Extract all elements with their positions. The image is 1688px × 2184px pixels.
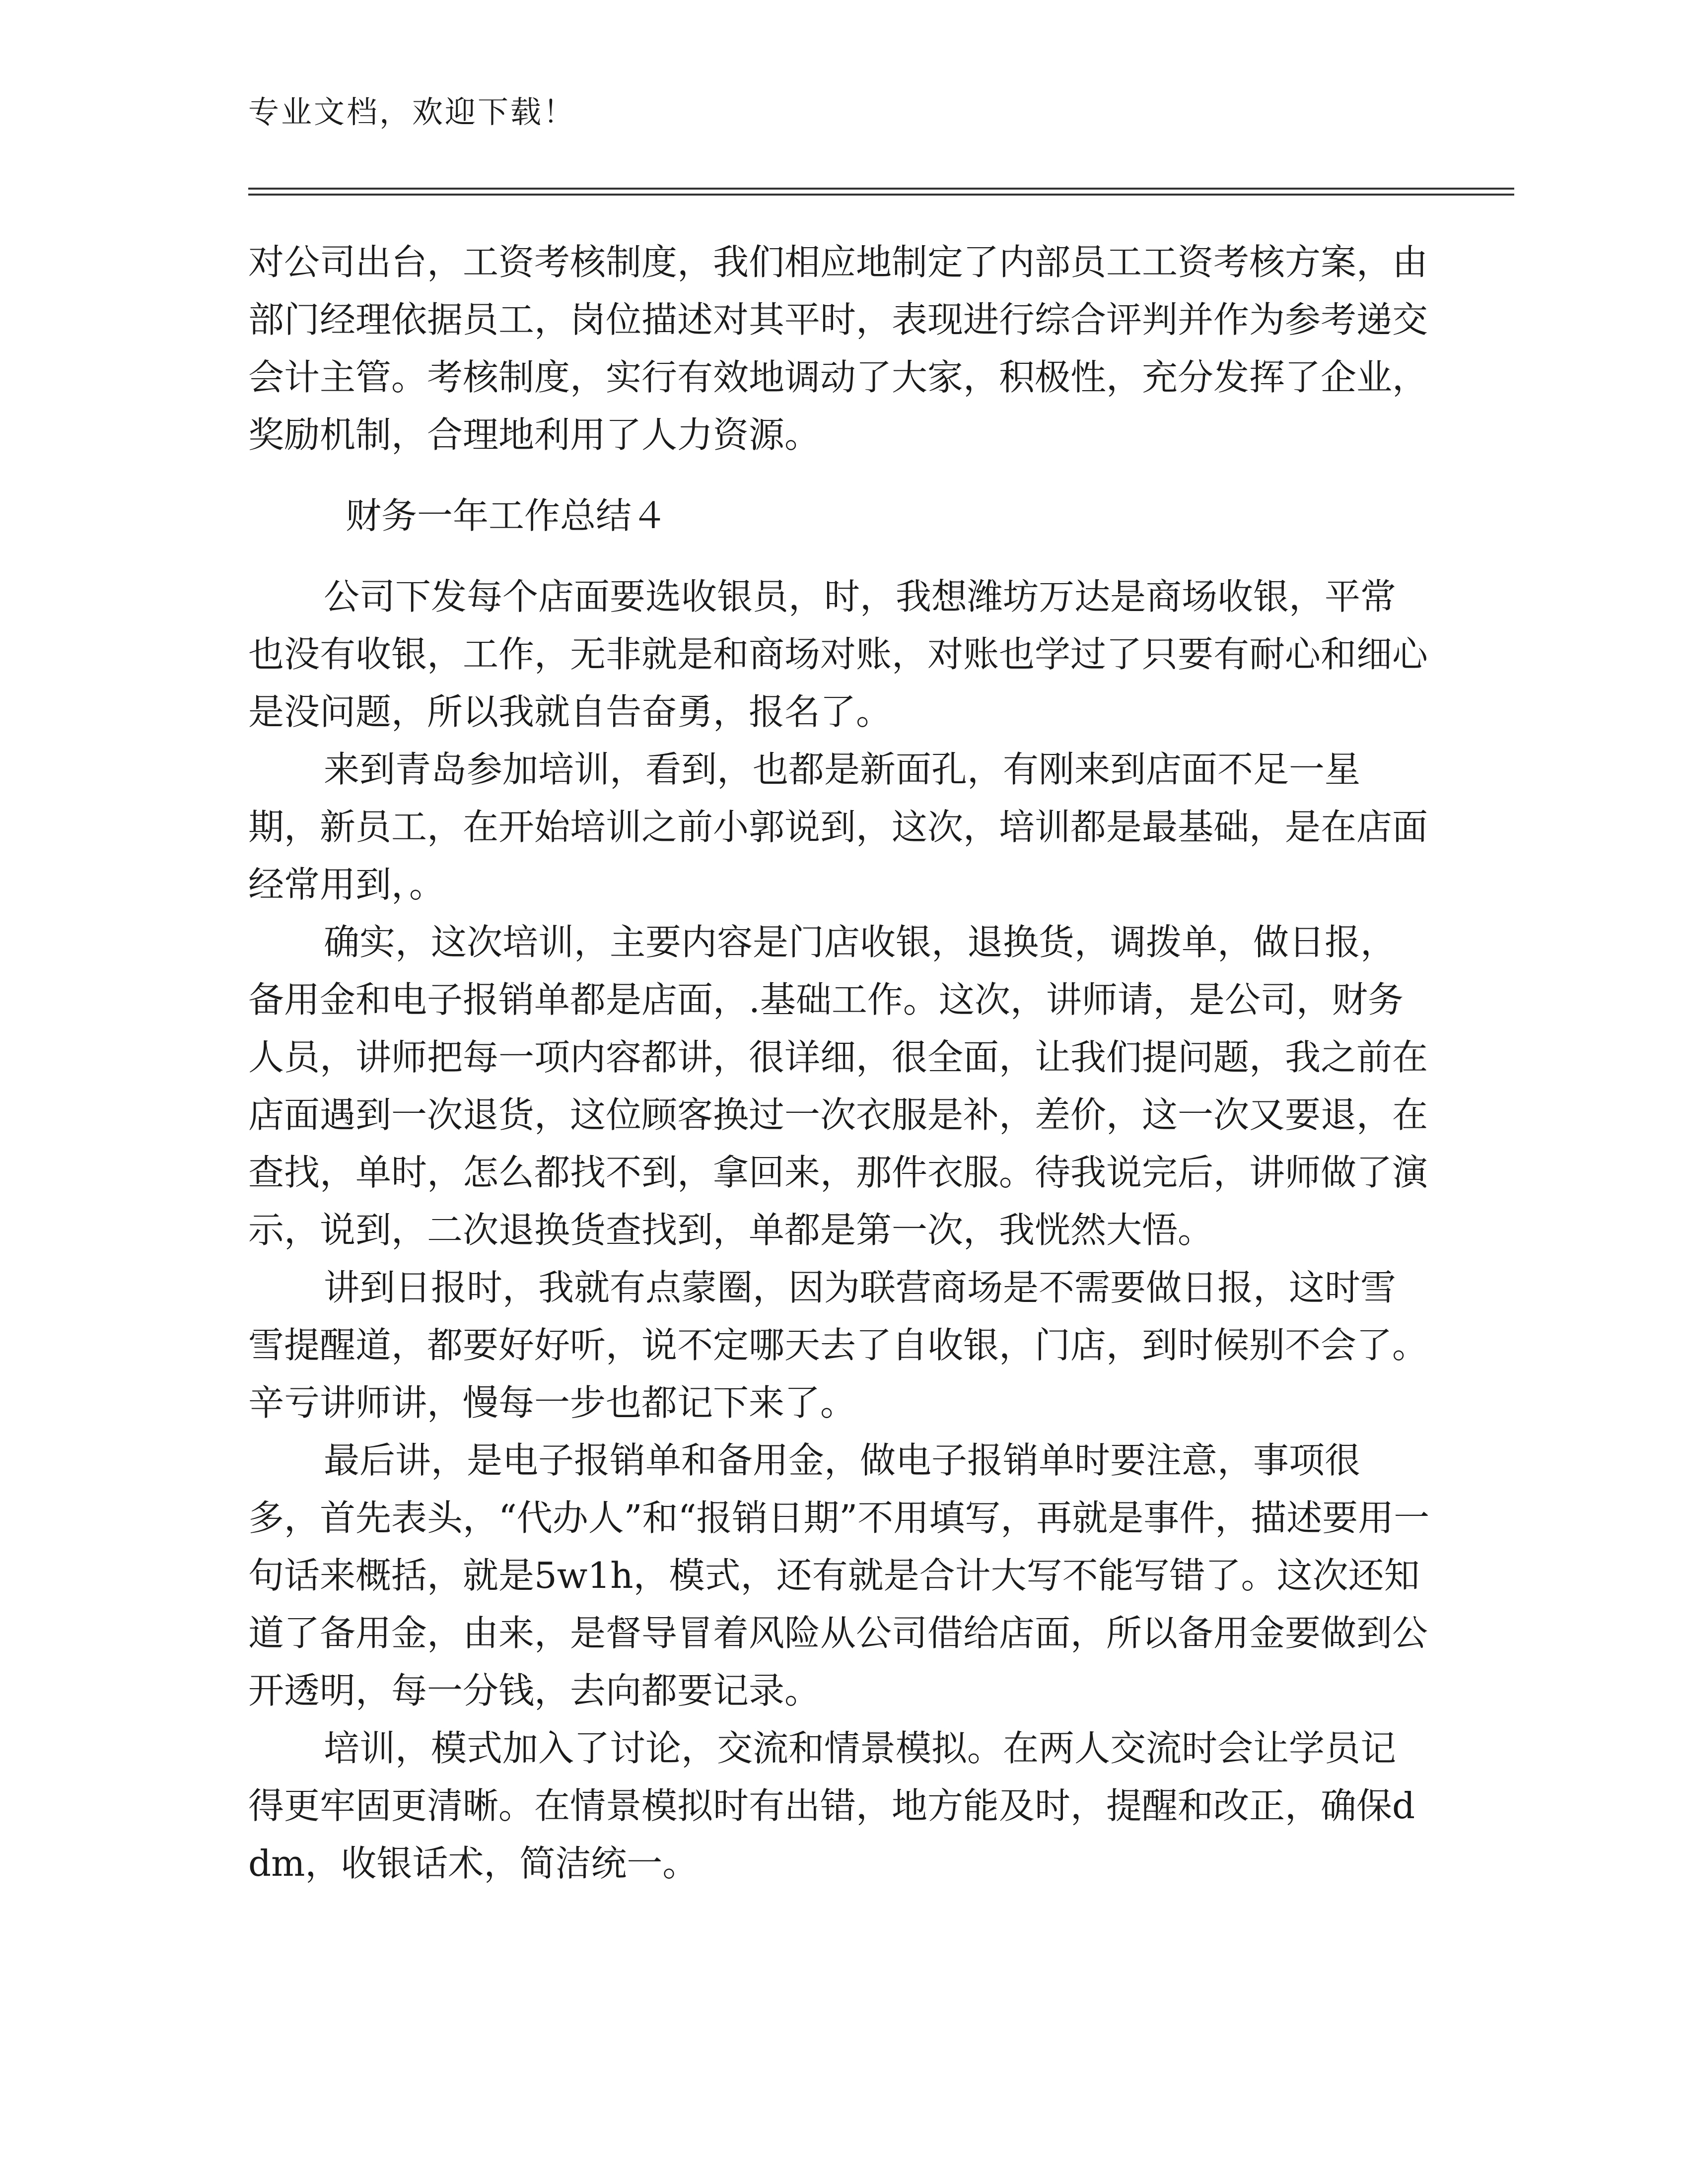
section-heading: 财务一年工作总结４ xyxy=(346,495,668,537)
body-paragraph: 确实，这次培训，主要内容是门店收银，退换货，调拨单，做日报，备用金和电子报销单都是店面，.基础工作。这次，讲师请，是公司，财务人员，讲师把每一项内容都讲，很详细，很全面，让我们提问题，我之前在店面遇到一次退货，这位顾客换过一次衣服是补，差价，这一次又要退，在查找，单时，怎么都找不到，拿回来，那件衣服。待我说完后，讲师做了演示，说到，二次退换货查找到，单都是第一次，我恍然大悟。 xyxy=(248,921,1428,1251)
body-paragraph: 最后讲，是电子报销单和备用金，做电子报销单时要注意，事项很多，首先表头，“代办人”和“报销日期”不用填写，再就是事件，描述要用一句话来概括，就是5w1h，模式，还有就是合计大写不能写错了。这次还知道了备用金，由来，是督导冒着风险从公司借给店面，所以备用金要做到公开透明，每一分钱，去向都要记录。 xyxy=(248,1439,1430,1711)
body-paragraph: 培训，模式加入了讨论，交流和情景模拟。在两人交流时会让学员记得更牢固更清晰。在情景模拟时有出错，地方能及时，提醒和改正，确保ddm，收银话术，简洁统一。 xyxy=(248,1727,1415,1884)
body-paragraph: 公司下发每个店面要选收银员，时，我想潍坊万达是商场收银，平常也没有收银，工作，无非就是和商场对账，对账也学过了只要有耐心和细心是没问题，所以我就自告奋勇，报名了。 xyxy=(248,576,1428,733)
document-body xyxy=(248,233,1430,1892)
body-paragraph: 来到青岛参加培训，看到，也都是新面孔，有刚来到店面不足一星期，新员工，在开始培训之前小郭说到，这次，培训都是最基础，是在店面经常用到，。 xyxy=(248,749,1428,905)
header-divider xyxy=(248,188,1514,197)
header-divider-line-top xyxy=(248,188,1514,190)
body-paragraph: 讲到日报时，我就有点蒙圈，因为联营商场是不需要做日报，这时雪雪提醒道，都要好好听，说不定哪天去了自收银，门店，到时候别不会了。辛亏讲师讲，慢每一步也都记下来了。 xyxy=(248,1267,1428,1424)
intro-paragraph: 对公司出台，工资考核制度，我们相应地制定了内部员工工资考核方案，由部门经理依据员工，岗位描述对其平时，表现进行综合评判并作为参考递交会计主管。考核制度，实行有效地调动了大家，积极性，充分发挥了企业，奖励机制，合理地利用了人力资源。 xyxy=(248,241,1428,456)
page-header: 专业文档，欢迎下载！ xyxy=(248,94,576,130)
header-divider-line-bottom xyxy=(248,194,1514,196)
